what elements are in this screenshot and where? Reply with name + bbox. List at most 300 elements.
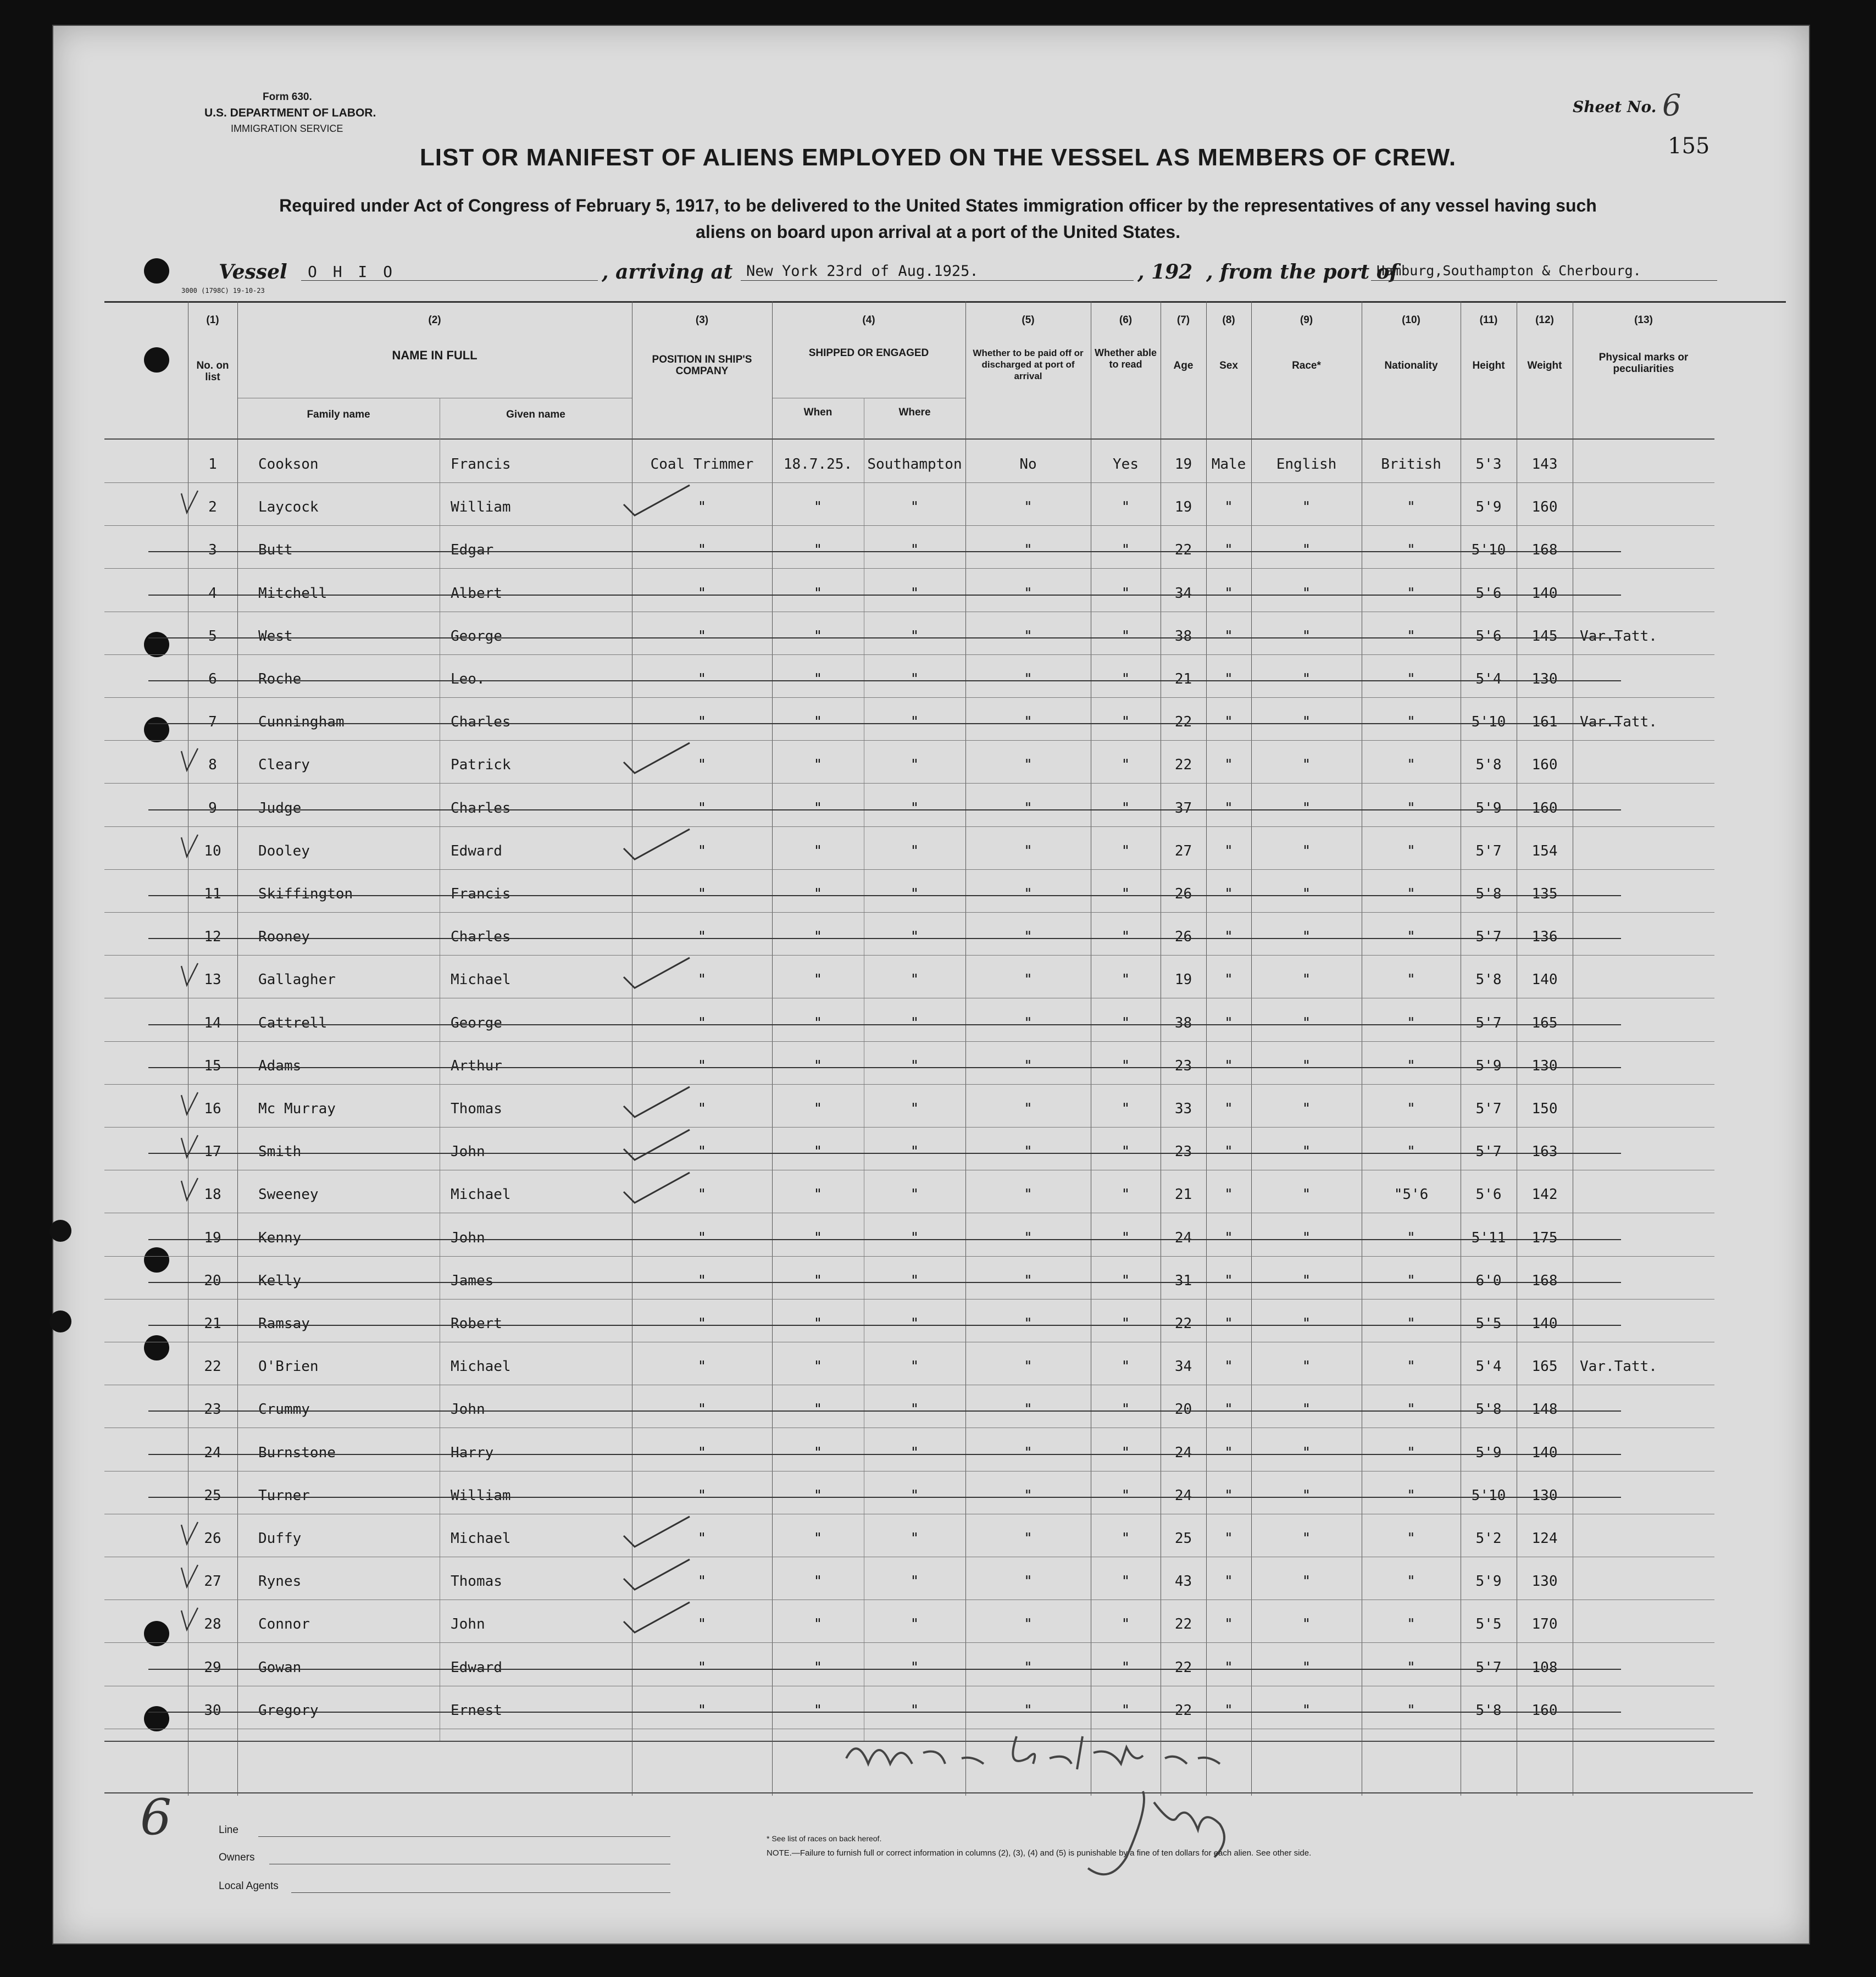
margin-tick-icon bbox=[179, 1519, 201, 1547]
cell-position: " bbox=[697, 1659, 707, 1676]
cell-read: " bbox=[1121, 757, 1130, 774]
cell-age: 22 bbox=[1174, 1702, 1192, 1719]
cell-paid: " bbox=[1024, 799, 1033, 817]
col10-header: Nationality bbox=[1384, 360, 1438, 371]
cell-height: 5'7 bbox=[1475, 929, 1502, 946]
cell-no: 2 bbox=[208, 499, 217, 516]
vessel-label: Vessel bbox=[219, 260, 287, 284]
cell-sex: " bbox=[1224, 1186, 1233, 1203]
cell-read: " bbox=[1121, 1186, 1130, 1203]
cell-position: " bbox=[697, 671, 707, 687]
strike-line bbox=[148, 1410, 1621, 1412]
cell-weight: 143 bbox=[1531, 456, 1558, 473]
cell-read: " bbox=[1121, 1315, 1130, 1332]
col10-number: (10) bbox=[1402, 314, 1420, 326]
cell-given: Thomas bbox=[451, 1101, 502, 1117]
cell-when: " bbox=[813, 971, 823, 989]
cell-height: 5'8 bbox=[1475, 886, 1502, 902]
cell-weight: 150 bbox=[1531, 1101, 1558, 1117]
cell-given: George bbox=[451, 627, 502, 645]
col9-header: Race* bbox=[1292, 360, 1321, 371]
cell-position: " bbox=[697, 971, 707, 989]
cell-given: Edward bbox=[451, 1659, 502, 1676]
cell-no: 27 bbox=[204, 1573, 221, 1590]
cell-family: Mc Murray bbox=[258, 1101, 336, 1117]
manifest-title: LIST OR MANIFEST OF ALIENS EMPLOYED ON THE VESSEL AS MEMBERS OF CREW. bbox=[419, 144, 1457, 171]
strike-line bbox=[148, 723, 1621, 724]
cell-weight: 142 bbox=[1531, 1186, 1558, 1203]
cell-given: Ernest bbox=[451, 1702, 502, 1719]
col8-number: (8) bbox=[1222, 314, 1235, 326]
margin-tick-icon bbox=[179, 832, 201, 859]
cell-nat: " bbox=[1407, 1272, 1416, 1289]
col4-when-header: When bbox=[803, 407, 832, 418]
cell-age: 19 bbox=[1174, 499, 1192, 516]
cell-given: Francis bbox=[451, 456, 511, 473]
cell-family: Cattrell bbox=[258, 1014, 328, 1031]
cell-when: " bbox=[813, 585, 823, 602]
binder-hole bbox=[144, 258, 169, 284]
row-rule bbox=[104, 740, 1714, 741]
cell-weight: 136 bbox=[1531, 929, 1558, 946]
cell-paid: " bbox=[1024, 842, 1033, 859]
cell-nat: " bbox=[1407, 1315, 1416, 1332]
cell-sex: " bbox=[1224, 1272, 1233, 1289]
cell-position: " bbox=[697, 1057, 707, 1074]
row-rule bbox=[104, 654, 1714, 655]
cell-when: " bbox=[813, 1573, 823, 1590]
sheet-number: 6 bbox=[1662, 88, 1681, 123]
cell-given: Michael bbox=[451, 971, 511, 989]
cell-read: " bbox=[1121, 1616, 1130, 1633]
cell-marks: Var.Tatt. bbox=[1580, 627, 1657, 645]
cell-sex: " bbox=[1224, 799, 1233, 817]
cell-height: 5'7 bbox=[1475, 1014, 1502, 1031]
cell-where: " bbox=[910, 1143, 919, 1160]
cell-race: " bbox=[1302, 886, 1311, 902]
cell-position: " bbox=[697, 1101, 707, 1117]
cell-family: Mitchell bbox=[258, 585, 328, 602]
cell-race: " bbox=[1302, 1530, 1311, 1547]
cell-paid: " bbox=[1024, 1358, 1033, 1375]
cell-where: " bbox=[910, 1229, 919, 1246]
cell-height: 5'7 bbox=[1475, 842, 1502, 859]
cell-age: 22 bbox=[1174, 542, 1192, 559]
cell-no: 22 bbox=[204, 1358, 221, 1375]
cell-race: " bbox=[1302, 499, 1311, 516]
cell-when: " bbox=[813, 1659, 823, 1676]
cell-no: 17 bbox=[204, 1143, 221, 1160]
cell-race: " bbox=[1302, 671, 1311, 687]
cell-height: 5'7 bbox=[1475, 1143, 1502, 1160]
cell-race: " bbox=[1302, 1358, 1311, 1375]
cell-sex: " bbox=[1224, 971, 1233, 989]
cell-given: Patrick bbox=[451, 757, 511, 774]
cell-nat: " bbox=[1407, 542, 1416, 559]
cell-family: Gallagher bbox=[258, 971, 336, 989]
cell-position: " bbox=[697, 1401, 707, 1418]
check-mark-icon bbox=[618, 955, 695, 993]
cell-where: " bbox=[910, 671, 919, 687]
cell-height: 5'9 bbox=[1475, 799, 1502, 817]
cell-no: 24 bbox=[204, 1444, 221, 1461]
row-rule bbox=[104, 1084, 1714, 1085]
cell-given: Robert bbox=[451, 1315, 502, 1332]
cell-nat: " bbox=[1407, 1573, 1416, 1590]
cell-when: " bbox=[813, 1401, 823, 1418]
cell-when: " bbox=[813, 1101, 823, 1117]
cell-read: " bbox=[1121, 1057, 1130, 1074]
cell-race: " bbox=[1302, 842, 1311, 859]
cell-read: " bbox=[1121, 1401, 1130, 1418]
cell-when: " bbox=[813, 1229, 823, 1246]
cell-position: Coal Trimmer bbox=[650, 456, 754, 473]
cell-sex: " bbox=[1224, 842, 1233, 859]
cell-nat: " bbox=[1407, 1143, 1416, 1160]
cell-family: Kelly bbox=[258, 1272, 302, 1289]
inspector-signature bbox=[835, 1725, 1330, 1890]
cell-weight: 160 bbox=[1531, 799, 1558, 817]
check-mark-icon bbox=[618, 1127, 695, 1165]
margin-tick-icon bbox=[179, 1132, 201, 1160]
cell-where: " bbox=[910, 757, 919, 774]
cell-family: Burnstone bbox=[258, 1444, 336, 1461]
strike-line bbox=[148, 1497, 1621, 1498]
margin-tick-icon bbox=[179, 1562, 201, 1590]
cell-race: " bbox=[1302, 1272, 1311, 1289]
cell-position: " bbox=[697, 929, 707, 946]
cell-family: Turner bbox=[258, 1487, 310, 1504]
cell-family: Roche bbox=[258, 671, 302, 687]
cell-age: 34 bbox=[1174, 585, 1192, 602]
cell-height: 5'9 bbox=[1475, 1573, 1502, 1590]
cell-paid: " bbox=[1024, 1702, 1033, 1719]
cell-nat: " bbox=[1407, 971, 1416, 989]
cell-race: " bbox=[1302, 1229, 1311, 1246]
cell-paid: " bbox=[1024, 1573, 1033, 1590]
vessel-name: O H I O bbox=[308, 263, 396, 281]
cell-sex: Male bbox=[1211, 456, 1246, 473]
cell-weight: 140 bbox=[1531, 1444, 1558, 1461]
cell-weight: 154 bbox=[1531, 842, 1558, 859]
cell-when: " bbox=[813, 1186, 823, 1203]
cell-race: " bbox=[1302, 1616, 1311, 1633]
cell-height: 5'4 bbox=[1475, 1358, 1502, 1375]
cell-race: " bbox=[1302, 757, 1311, 774]
cell-where: " bbox=[910, 799, 919, 817]
cell-when: " bbox=[813, 1444, 823, 1461]
cell-age: 24 bbox=[1174, 1487, 1192, 1504]
cell-position: " bbox=[697, 1573, 707, 1590]
cell-where: " bbox=[910, 929, 919, 946]
cell-when: " bbox=[813, 1272, 823, 1289]
cell-paid: " bbox=[1024, 1186, 1033, 1203]
check-mark-icon bbox=[618, 482, 695, 521]
cell-no: 18 bbox=[204, 1186, 221, 1203]
col5-number: (5) bbox=[1022, 314, 1035, 326]
cell-paid: " bbox=[1024, 714, 1033, 731]
cell-where: " bbox=[910, 1101, 919, 1117]
binder-hole bbox=[144, 632, 169, 657]
cell-family: Cleary bbox=[258, 757, 310, 774]
binder-hole bbox=[144, 717, 169, 742]
cell-given: Edward bbox=[451, 842, 502, 859]
cell-read: " bbox=[1121, 1229, 1130, 1246]
cell-where: " bbox=[910, 1444, 919, 1461]
row-rule bbox=[104, 525, 1714, 526]
cell-no: 16 bbox=[204, 1101, 221, 1117]
cell-nat: " bbox=[1407, 886, 1416, 902]
cell-family: Sweeney bbox=[258, 1186, 319, 1203]
col4-header: SHIPPED OR ENGAGED bbox=[808, 347, 929, 359]
binder-hole bbox=[49, 1220, 71, 1242]
cell-sex: " bbox=[1224, 757, 1233, 774]
cell-read: " bbox=[1121, 1659, 1130, 1676]
cell-position: " bbox=[697, 1616, 707, 1633]
cell-age: 38 bbox=[1174, 1014, 1192, 1031]
col3-header: POSITION IN SHIP'S COMPANY bbox=[652, 354, 752, 377]
cell-weight: 130 bbox=[1531, 671, 1558, 687]
cell-read: " bbox=[1121, 1014, 1130, 1031]
cell-sex: " bbox=[1224, 1101, 1233, 1117]
cell-sex: " bbox=[1224, 886, 1233, 902]
cell-race: " bbox=[1302, 1014, 1311, 1031]
cell-nat: " bbox=[1407, 1530, 1416, 1547]
cell-read: " bbox=[1121, 1702, 1130, 1719]
cell-given: John bbox=[451, 1229, 485, 1246]
cell-family: Judge bbox=[258, 799, 302, 817]
cell-when: " bbox=[813, 886, 823, 902]
print-code: 3000 (1798C) 19-10-23 bbox=[181, 287, 265, 295]
cell-given: George bbox=[451, 1014, 502, 1031]
cell-position: " bbox=[697, 1702, 707, 1719]
col2-family-header: Family name bbox=[307, 409, 370, 420]
cell-where: " bbox=[910, 1057, 919, 1074]
cell-sex: " bbox=[1224, 1616, 1233, 1633]
cell-weight: 161 bbox=[1531, 714, 1558, 731]
col2-number: (2) bbox=[428, 314, 441, 326]
cell-sex: " bbox=[1224, 1401, 1233, 1418]
binder-hole bbox=[144, 1706, 169, 1731]
cell-read: " bbox=[1121, 627, 1130, 645]
cell-where: " bbox=[910, 971, 919, 989]
cell-paid: " bbox=[1024, 585, 1033, 602]
year-label: , 192 bbox=[1137, 260, 1193, 284]
cell-sex: " bbox=[1224, 1487, 1233, 1504]
cell-where: " bbox=[910, 842, 919, 859]
cell-position: " bbox=[697, 842, 707, 859]
cell-paid: " bbox=[1024, 886, 1033, 902]
cell-read: " bbox=[1121, 714, 1130, 731]
col12-number: (12) bbox=[1535, 314, 1554, 326]
cell-no: 21 bbox=[204, 1315, 221, 1332]
cell-when: " bbox=[813, 499, 823, 516]
local-agents-label: Local Agents bbox=[219, 1880, 279, 1892]
row-rule bbox=[104, 955, 1714, 956]
cell-age: 43 bbox=[1174, 1573, 1192, 1590]
cell-paid: " bbox=[1024, 1616, 1033, 1633]
col11-number: (11) bbox=[1479, 314, 1498, 326]
binder-hole bbox=[144, 347, 169, 373]
cell-read: " bbox=[1121, 1358, 1130, 1375]
line-label: Line bbox=[219, 1824, 238, 1836]
cell-read: " bbox=[1121, 585, 1130, 602]
cell-where: " bbox=[910, 714, 919, 731]
cell-read: " bbox=[1121, 542, 1130, 559]
cell-family: Dooley bbox=[258, 842, 310, 859]
strike-line bbox=[148, 1024, 1621, 1025]
cell-when: 18.7.25. bbox=[783, 456, 853, 473]
check-mark-icon bbox=[618, 1600, 695, 1638]
cell-where: " bbox=[910, 1401, 919, 1418]
manifest-subtitle-line2: aliens on board upon arrival at a port of the United States. bbox=[696, 222, 1180, 242]
cell-weight: 140 bbox=[1531, 971, 1558, 989]
col7-header: Age bbox=[1173, 360, 1194, 371]
cell-where: " bbox=[910, 1487, 919, 1504]
cell-when: " bbox=[813, 929, 823, 946]
cell-no: 13 bbox=[204, 971, 221, 989]
cell-age: 22 bbox=[1174, 1659, 1192, 1676]
cell-paid: " bbox=[1024, 971, 1033, 989]
cell-weight: 165 bbox=[1531, 1014, 1558, 1031]
cell-family: Duffy bbox=[258, 1530, 302, 1547]
cell-race: " bbox=[1302, 1186, 1311, 1203]
cell-given: Charles bbox=[451, 799, 511, 817]
cell-weight: 130 bbox=[1531, 1057, 1558, 1074]
cell-read: " bbox=[1121, 799, 1130, 817]
col8-header: Sex bbox=[1219, 360, 1238, 371]
cell-paid: " bbox=[1024, 1659, 1033, 1676]
cell-given: John bbox=[451, 1616, 485, 1633]
cell-given: Albert bbox=[451, 585, 502, 602]
cell-age: 22 bbox=[1174, 1315, 1192, 1332]
cell-position: " bbox=[697, 585, 707, 602]
cell-where: " bbox=[910, 1573, 919, 1590]
strike-line bbox=[148, 1712, 1621, 1713]
cell-nat: " bbox=[1407, 842, 1416, 859]
cell-height: 5'8 bbox=[1475, 1702, 1502, 1719]
row-rule bbox=[104, 783, 1714, 784]
cell-nat: " bbox=[1407, 585, 1416, 602]
cell-age: 23 bbox=[1174, 1143, 1192, 1160]
cell-age: 21 bbox=[1174, 1186, 1192, 1203]
cell-paid: " bbox=[1024, 757, 1033, 774]
cell-age: 37 bbox=[1174, 799, 1192, 817]
cell-height: 5'9 bbox=[1475, 1444, 1502, 1461]
cell-height: 5'11 bbox=[1471, 1229, 1506, 1246]
cell-where: " bbox=[910, 499, 919, 516]
cell-height: 5'10 bbox=[1471, 714, 1506, 731]
cell-no: 26 bbox=[204, 1530, 221, 1547]
cell-marks: Var.Tatt. bbox=[1580, 714, 1657, 731]
margin-tick-icon bbox=[179, 1605, 201, 1632]
cell-height: 5'3 bbox=[1475, 456, 1502, 473]
form-number: Form 630. bbox=[263, 91, 312, 103]
cell-given: William bbox=[451, 1487, 511, 1504]
cell-height: 5'8 bbox=[1475, 971, 1502, 989]
cell-read: Yes bbox=[1113, 456, 1139, 473]
cell-no: 30 bbox=[204, 1702, 221, 1719]
cell-read: " bbox=[1121, 1101, 1130, 1117]
cell-nat: " bbox=[1407, 1487, 1416, 1504]
cell-weight: 160 bbox=[1531, 499, 1558, 516]
cell-family: Connor bbox=[258, 1616, 310, 1633]
cell-read: " bbox=[1121, 671, 1130, 687]
cell-weight: 163 bbox=[1531, 1143, 1558, 1160]
cell-no: 25 bbox=[204, 1487, 221, 1504]
cell-nat: " bbox=[1407, 499, 1416, 516]
cell-nat: " bbox=[1407, 671, 1416, 687]
cell-marks: Var.Tatt. bbox=[1580, 1358, 1657, 1375]
cell-position: " bbox=[697, 1186, 707, 1203]
cell-read: " bbox=[1121, 929, 1130, 946]
row-rule bbox=[104, 912, 1714, 913]
cell-age: 21 bbox=[1174, 671, 1192, 687]
cell-paid: " bbox=[1024, 627, 1033, 645]
cell-position: " bbox=[697, 1229, 707, 1246]
cell-given: John bbox=[451, 1143, 485, 1160]
cell-no: 23 bbox=[204, 1401, 221, 1418]
cell-paid: " bbox=[1024, 499, 1033, 516]
cell-given: Charles bbox=[451, 929, 511, 946]
cell-sex: " bbox=[1224, 499, 1233, 516]
cell-paid: " bbox=[1024, 1530, 1033, 1547]
cell-race: " bbox=[1302, 627, 1311, 645]
cell-position: " bbox=[697, 1530, 707, 1547]
cell-no: 19 bbox=[204, 1229, 221, 1246]
row-rule bbox=[104, 1642, 1714, 1643]
cell-height: 5'8 bbox=[1475, 757, 1502, 774]
cell-weight: 108 bbox=[1531, 1659, 1558, 1676]
cell-weight: 140 bbox=[1531, 1315, 1558, 1332]
cell-where: " bbox=[910, 542, 919, 559]
cell-position: " bbox=[697, 627, 707, 645]
cell-sex: " bbox=[1224, 627, 1233, 645]
cell-where: " bbox=[910, 1530, 919, 1547]
cell-nat: " bbox=[1407, 1101, 1416, 1117]
cell-race: " bbox=[1302, 1315, 1311, 1332]
cell-read: " bbox=[1121, 842, 1130, 859]
department-name: U.S. DEPARTMENT OF LABOR. bbox=[204, 107, 376, 119]
cell-age: 22 bbox=[1174, 1616, 1192, 1633]
cell-nat: " bbox=[1407, 1401, 1416, 1418]
cell-nat: " bbox=[1407, 1057, 1416, 1074]
cell-height: 5'6 bbox=[1475, 1186, 1502, 1203]
manifest-subtitle-line1: Required under Act of Congress of February 5, 1917, to be delivered to the United States immigration officer by the representatives of any vessel having such bbox=[279, 196, 1597, 215]
cell-sex: " bbox=[1224, 671, 1233, 687]
row-rule bbox=[104, 568, 1714, 569]
cell-given: Michael bbox=[451, 1358, 511, 1375]
cell-family: O'Brien bbox=[258, 1358, 319, 1375]
cell-family: Kenny bbox=[258, 1229, 302, 1246]
cell-age: 20 bbox=[1174, 1401, 1192, 1418]
strike-line bbox=[148, 1067, 1621, 1068]
row-rule bbox=[104, 1299, 1714, 1300]
check-mark-icon bbox=[618, 826, 695, 865]
cell-nat: " bbox=[1407, 1659, 1416, 1676]
cell-family: Rynes bbox=[258, 1573, 302, 1590]
margin-tick-icon bbox=[179, 1090, 201, 1117]
cell-no: 8 bbox=[208, 757, 217, 774]
cell-height: 5'2 bbox=[1475, 1530, 1502, 1547]
cell-weight: 170 bbox=[1531, 1616, 1558, 1633]
cell-age: 22 bbox=[1174, 757, 1192, 774]
cell-when: " bbox=[813, 1315, 823, 1332]
cell-sex: " bbox=[1224, 1315, 1233, 1332]
cell-weight: 168 bbox=[1531, 542, 1558, 559]
cell-paid: " bbox=[1024, 1272, 1033, 1289]
cell-no: 3 bbox=[208, 542, 217, 559]
